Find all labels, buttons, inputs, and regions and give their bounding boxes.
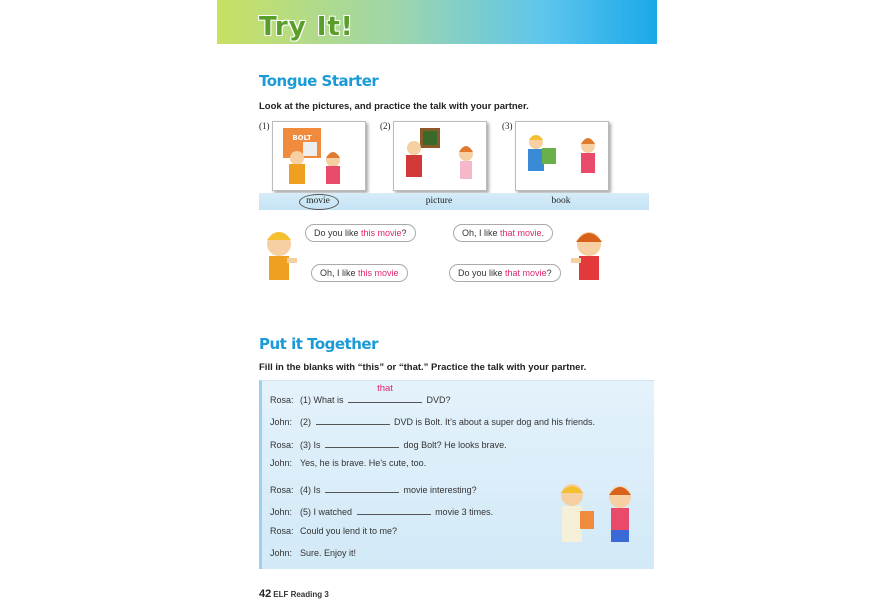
picture-card-picture <box>393 121 487 191</box>
blank-5[interactable] <box>357 503 431 515</box>
poster-text: BOLT <box>292 134 312 142</box>
boy-girl-dvd-illustration <box>544 481 644 561</box>
dialog-line: Rosa: Could you lend it to me? <box>270 526 398 536</box>
blank-1[interactable]: that <box>348 391 422 403</box>
dialog-line: John: Yes, he is brave. He’s cute, too. <box>270 458 427 468</box>
picture-illustration <box>394 122 486 190</box>
page-footer <box>259 588 329 600</box>
page-number: 42 <box>259 588 272 600</box>
dialog-line: Rosa: (1) What is that DVD? <box>270 383 451 405</box>
bubble-boy-answer: Oh, I like this movie <box>311 264 408 282</box>
card-number-1: (1) <box>259 121 270 131</box>
textbook-page <box>217 0 657 612</box>
dialog-line: Rosa: (4) Is movie interesting? <box>270 481 477 495</box>
put-together-instruction: Fill in the blanks with “this” or “that.” Practice the talk with your partner. <box>259 362 587 373</box>
picture-card-book <box>515 121 609 191</box>
bubble-girl-answer: Oh, I like that movie. <box>453 224 553 242</box>
word-movie: movie <box>306 196 330 206</box>
word-circle-mark <box>299 194 339 210</box>
picture-card-movie <box>272 121 366 191</box>
header-banner <box>217 0 657 44</box>
bubble-boy-question: Do you like this movie? <box>305 224 416 242</box>
word-book: book <box>551 196 571 206</box>
word-picture: picture <box>425 196 453 206</box>
card-number-3: (3) <box>502 121 513 131</box>
card-number-2: (2) <box>380 121 391 131</box>
dialog-line: John: (2) DVD is Bolt. It’s about a super dog and his friends. <box>270 413 595 427</box>
put-together-title: Put it Together <box>259 335 378 353</box>
page-title: Try It! <box>259 12 354 42</box>
blank-3[interactable] <box>325 436 399 448</box>
girl-character <box>565 228 611 284</box>
dialog-line: Rosa: (3) Is dog Bolt? He looks brave. <box>270 436 507 450</box>
tongue-starter-instruction: Look at the pictures, and practice the talk with your partner. <box>259 101 529 112</box>
blank-2[interactable] <box>316 413 390 425</box>
dialog-line: John: Sure. Enjoy it! <box>270 548 357 558</box>
dialog-box <box>259 380 654 569</box>
blank-4[interactable] <box>325 481 399 493</box>
boy-character <box>257 228 303 284</box>
tongue-starter-title: Tongue Starter <box>259 72 379 90</box>
book-illustration <box>516 122 608 190</box>
bubble-girl-question: Do you like that movie? <box>449 264 561 282</box>
dialog-line: John: (5) I watched movie 3 times. <box>270 503 493 517</box>
book-title: ELF Reading 3 <box>273 590 329 599</box>
movie-illustration <box>273 122 365 190</box>
